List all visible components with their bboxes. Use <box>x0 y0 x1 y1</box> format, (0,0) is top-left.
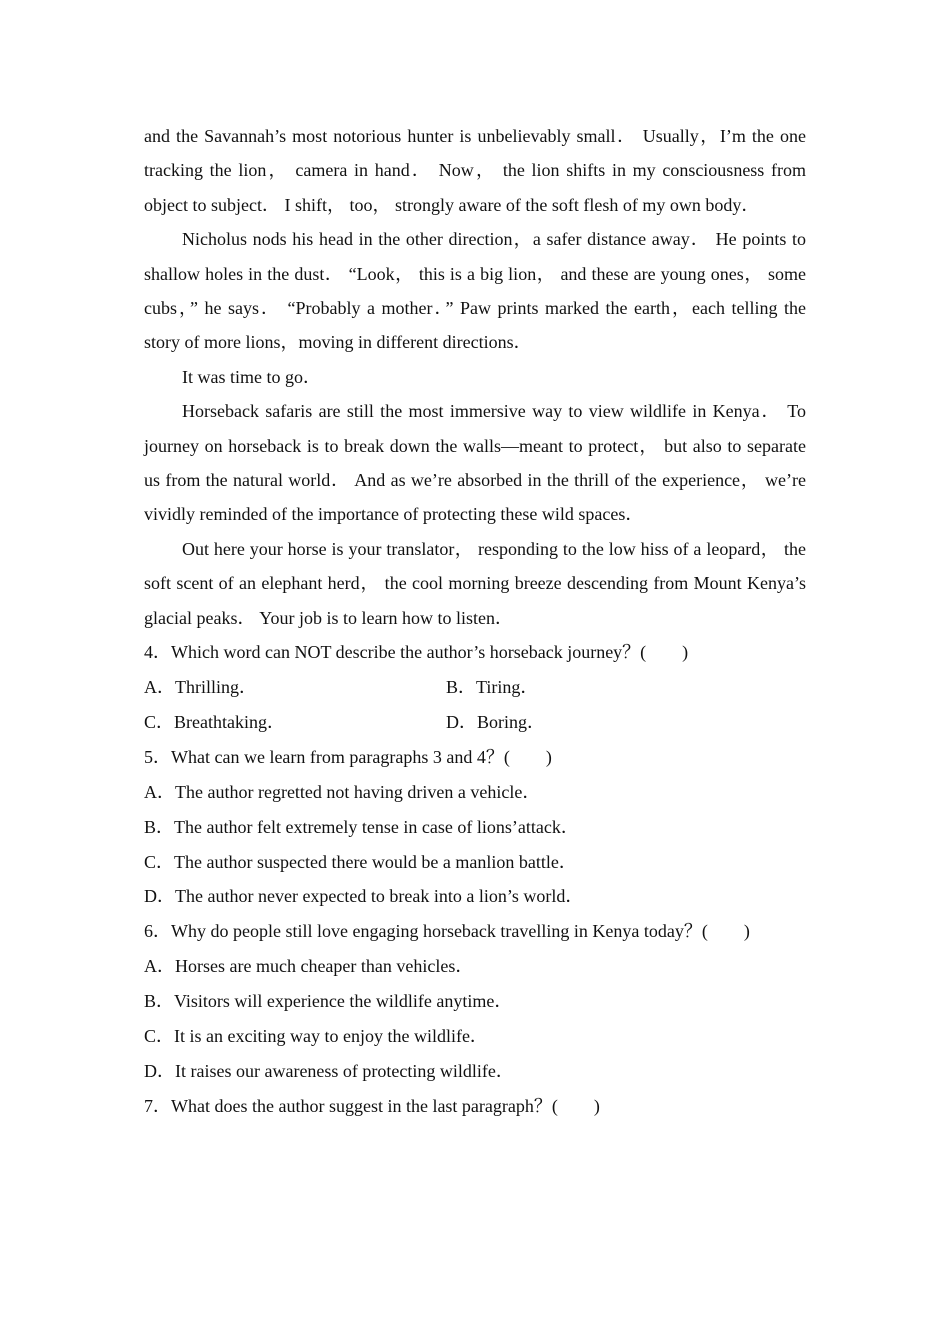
question-5-option-c: C．The author suspected there would be a manlion battle． <box>144 851 577 872</box>
question-5-option-b: B．The author felt extremely tense in case of lions’attack． <box>144 816 579 837</box>
question-5-stem: 5．What can we learn from paragraphs 3 and 4？( ) <box>144 746 552 767</box>
question-4-options-row-2 <box>144 705 806 740</box>
document-page <box>144 119 806 1124</box>
question-4-stem: 4．Which word can NOT describe the author’s horseback journey？( ) <box>144 642 689 663</box>
question-5-option-d: D．The author never expected to break into a lion’s world． <box>144 886 584 907</box>
passage-paragraph-4: Horseback safaris are still the most immersive way to view wildlife in Kenya． To journey on horseback is to break down the walls—meant to protect， but also to separate us from the natural world． And as we’re absorbed in the thrill of the experience， we’re vividly reminded of the importance of protecting these wild spaces． <box>144 401 806 525</box>
question-4-option-c: C．Breathtaking． <box>144 711 285 732</box>
passage-paragraph-5: Out here your horse is your translator， responding to the low hiss of a leopard， the soft scent of an elephant herd， the cool morning breeze descending from Mount Kenya’s glacial peaks． Your job is to learn how to listen． <box>144 538 806 628</box>
question-6-stem: 6．Why do people still love engaging horseback travelling in Kenya today？( ) <box>144 921 750 942</box>
passage-paragraph-2: Nicholus nods his head in the other direction，a safer distance away． He points to shallow holes in the dust． “Look， this is a big lion， and these are young ones， some cubs，” he says． “Probably a mother．” Paw prints marked the earth，each telling the story of more lions，moving in different directions． <box>144 229 806 353</box>
question-4-options-row-1 <box>144 670 806 705</box>
question-4-option-b: B．Tiring． <box>446 677 539 697</box>
question-6-option-b: B．Visitors will experience the wildlife anytime． <box>144 991 513 1012</box>
question-7-stem: 7．What does the author suggest in the last paragraph？( ) <box>144 1095 600 1116</box>
question-4-option-a: A．Thrilling． <box>144 677 257 697</box>
passage-paragraph-3: It was time to go． <box>182 366 321 387</box>
question-6 <box>144 914 806 1089</box>
question-6-option-c: C．It is an exciting way to enjoy the wildlife． <box>144 1026 488 1047</box>
question-6-option-d: D．It raises our awareness of protecting wildlife． <box>144 1060 514 1081</box>
question-6-option-a: A．Horses are much cheaper than vehicles． <box>144 956 474 977</box>
question-5-option-a: A．The author regretted not having driven a vehicle． <box>144 781 541 802</box>
question-7 <box>144 1089 806 1124</box>
passage-paragraph-1: and the Savannah’s most notorious hunter is unbelievably small． Usually，I’m the one tracking the lion， camera in hand． Now， the lion shifts in my consciousness from object to subject． I shift， too， strongly aware of the soft flesh of my own body． <box>144 126 806 215</box>
question-4-option-d: D．Boring． <box>446 711 545 732</box>
question-4 <box>144 635 806 740</box>
question-5 <box>144 740 806 915</box>
